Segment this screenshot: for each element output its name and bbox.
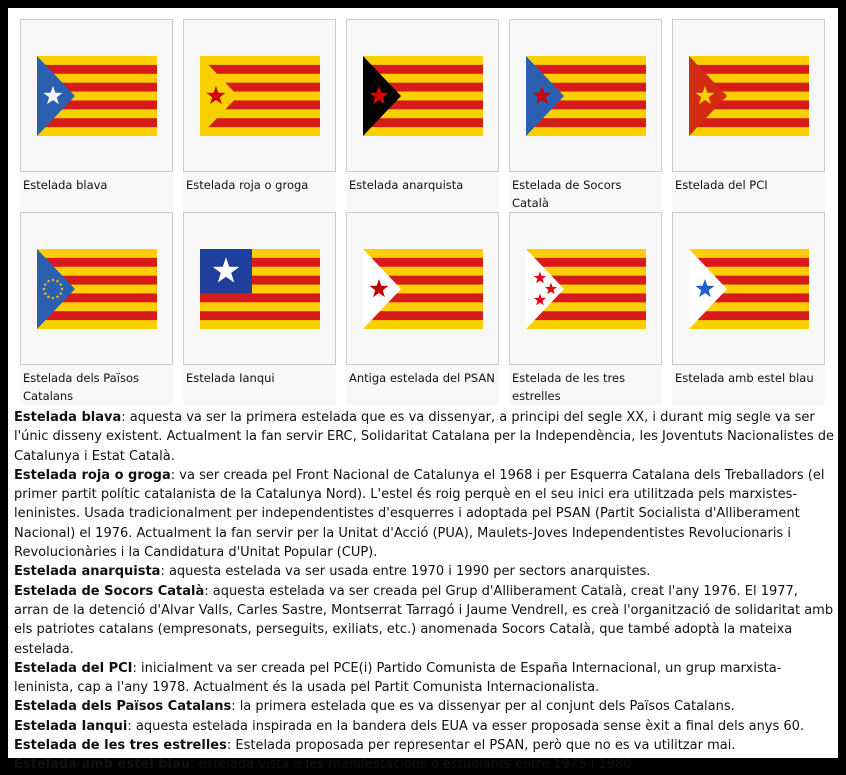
- flag-descriptions: [14, 408, 836, 775]
- description-term: Estelada de les tres estrelles: [14, 738, 227, 754]
- description-text: : estelada vista a les manifestacions d'estudiants entre 1975 i 1980: [190, 757, 632, 773]
- flag-stripe: [37, 118, 157, 127]
- flag-stripe: [526, 64, 646, 73]
- flag-stripe: [526, 118, 646, 127]
- flag-stripe: [363, 311, 483, 320]
- flag-caption: Estelada de Socors Català: [509, 172, 662, 212]
- flag-thumbnail[interactable]: [20, 212, 173, 365]
- flag-thumbnail[interactable]: [509, 19, 662, 172]
- gallery-card[interactable]: [672, 19, 825, 212]
- description-term: Estelada amb estel blau: [14, 757, 190, 773]
- flag-image[interactable]: [200, 249, 320, 329]
- flag-stripe: [363, 257, 483, 266]
- flag-caption: Antiga estelada del PSAN: [346, 365, 499, 405]
- description-term: Estelada dels Països Catalans: [14, 699, 232, 715]
- flag-caption: Estelada del PCI: [672, 172, 825, 212]
- description-paragraph: [14, 562, 836, 581]
- flag-stripe: [689, 118, 809, 127]
- description-text: : la primera estelada que es va dissenyar per al conjunt dels Països Catalans.: [231, 699, 735, 715]
- flag-stripe: [200, 311, 320, 320]
- description-text: : inicialment va ser creada pel PCE(i) Partido Comunista de España Internacional, un grup marxista-leninista, cap a l'any 1978. Actualment és la usada pel Partit Comunista Internacionalista.: [14, 660, 782, 696]
- flag-caption: Estelada de les tres estrelles: [509, 365, 662, 405]
- description-text: : aquesta va ser la primera estelada que es va dissenyar, a principi del segle XX, i durant mig segle va ser l'únic disseny existent. Actualment la fan servir ERC, Solidaritat Catalana per la Independència, les Joventuts Nacionalistes de Catalunya i Estat Català.: [14, 410, 834, 464]
- flag-thumbnail[interactable]: [509, 212, 662, 365]
- gallery-card[interactable]: [509, 212, 662, 405]
- description-term: Estelada anarquista: [14, 564, 161, 580]
- flag-stripe: [689, 64, 809, 73]
- flag-image[interactable]: [689, 249, 809, 329]
- flag-stripe: [37, 64, 157, 73]
- flag-stripe: [200, 64, 320, 73]
- flag-thumbnail[interactable]: [672, 19, 825, 172]
- flag-stripe: [689, 311, 809, 320]
- flag-stripe: [689, 257, 809, 266]
- flag-caption: Estelada anarquista: [346, 172, 499, 212]
- description-text: : aquesta estelada inspirada en la bandera dels EUA va esser proposada sense èxit a final dels anys 60.: [127, 718, 805, 734]
- description-text: : va ser creada pel Front Nacional de Catalunya el 1968 i per Esquerra Catalana dels Treballadors (el primer partit polític catalanista de la Catalunya Nord). L'estel és roig perquè en el seu inici era utilitzada pels marxistes-leninistes. Usada tradicionalment per independentistes d'esquerres i adoptada pel PSAN (Partit Socialista d'Alliberament Nacional) el 1976. Actualment la fan servir per la Unitat d'Acció (PUA), Maulets-Joves Independentistes Revolucionaris i Revolucionàries i la Candidatura d'Unitat Popular (CUP).: [14, 467, 825, 561]
- gallery-card[interactable]: [183, 212, 336, 405]
- flag-image[interactable]: [526, 249, 646, 329]
- description-term: Estelada roja o groga: [14, 467, 171, 483]
- description-term: Estelada del PCI: [14, 660, 133, 676]
- description-paragraph: [14, 582, 836, 659]
- flag-stripe: [200, 118, 320, 127]
- gallery-card[interactable]: [672, 212, 825, 405]
- gallery-card[interactable]: [346, 19, 499, 212]
- flag-caption: Estelada amb estel blau: [672, 365, 825, 405]
- flag-caption: Estelada blava: [20, 172, 173, 212]
- description-term: Estelada Ianqui: [14, 718, 128, 734]
- gallery-card[interactable]: [509, 19, 662, 212]
- flag-image[interactable]: [526, 56, 646, 136]
- description-text: : aquesta estelada va ser creada pel Grup d'Alliberament Català, creat l'any 1976. El 1977, arran de la detenció d'Alvar Valls, Carles Sastre, Montserrat Tarragó i Jaume Vendrell, es creà l'organització de solidaritat amb els patriotes catalans (empresonats, perseguits, exiliats, etc.) anomenada Socors Català, que també adoptà la mateixa estelada.: [14, 583, 834, 657]
- flag-thumbnail[interactable]: [346, 212, 499, 365]
- flag-image[interactable]: [37, 249, 157, 329]
- gallery-card[interactable]: [183, 19, 336, 212]
- flag-thumbnail[interactable]: [183, 212, 336, 365]
- flag-thumbnail[interactable]: [20, 19, 173, 172]
- flag-stripe: [37, 311, 157, 320]
- description-term: Estelada blava: [14, 410, 122, 425]
- flag-image[interactable]: [689, 56, 809, 136]
- description-paragraph: [14, 659, 836, 698]
- gallery-card[interactable]: [20, 19, 173, 212]
- gallery-card[interactable]: [346, 212, 499, 405]
- description-paragraph: [14, 697, 836, 716]
- description-text: : Estelada proposada per representar el PSAN, però que no es va utilitzar mai.: [226, 738, 736, 754]
- flag-stripe: [363, 118, 483, 127]
- description-paragraph: [14, 736, 836, 755]
- gallery-card[interactable]: [20, 212, 173, 405]
- flag-thumbnail[interactable]: [183, 19, 336, 172]
- flag-image[interactable]: [363, 249, 483, 329]
- flag-caption: Estelada dels Països Catalans: [20, 365, 173, 405]
- flag-thumbnail[interactable]: [672, 212, 825, 365]
- flag-caption: Estelada roja o groga: [183, 172, 336, 212]
- flag-image[interactable]: [200, 56, 320, 136]
- description-paragraph: [14, 717, 836, 736]
- flag-stripe: [526, 311, 646, 320]
- description-text: : aquesta estelada va ser usada entre 1970 i 1990 per sectors anarquistes.: [160, 564, 651, 580]
- flag-thumbnail[interactable]: [346, 19, 499, 172]
- flag-stripe: [526, 257, 646, 266]
- flag-image[interactable]: [37, 56, 157, 136]
- description-paragraph: [14, 466, 836, 562]
- flag-stripe: [363, 64, 483, 73]
- description-paragraph: [14, 755, 836, 774]
- flag-stripe: [37, 257, 157, 266]
- flag-stripe: [200, 293, 320, 302]
- page: [8, 8, 838, 773]
- flag-caption: Estelada Ianqui: [183, 365, 336, 405]
- flag-image[interactable]: [363, 56, 483, 136]
- description-paragraph: [14, 408, 836, 466]
- description-term: Estelada de Socors Català: [14, 583, 205, 599]
